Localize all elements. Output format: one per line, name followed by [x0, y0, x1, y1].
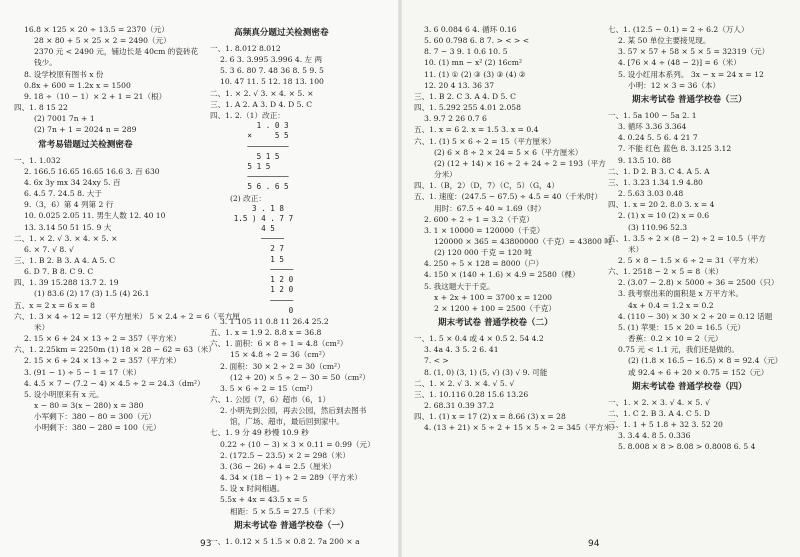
answer-line: 分米） [434, 170, 457, 180]
answer-line: 3. 4a 4. 3 5. 2 6. 41 [424, 345, 499, 355]
answer-line: (2) 7001 7n + 1 [34, 114, 95, 124]
answer-line: 15 × 4.8 ÷ 2 = 36（cm²） [230, 350, 330, 360]
vertical-multiplication: 1 . 0 3 × 5 5 ───────── 5 1 5 5 1 5 ───────── 5 6 . 6 5 [247, 121, 289, 192]
answer-line: 7. < > [424, 356, 449, 366]
answer-line: 三、1. A 2. A 3. D 4. D 5. C [210, 99, 313, 109]
answer-line: 3. 1 105 11 0.8 11 26.4 25.2 [220, 316, 329, 326]
answer-line: 3. 1 × 10000 = 120000（千克） [424, 225, 545, 235]
answer-line: 四、1. 39 15.288 13.7 2. 19 [14, 278, 119, 288]
answer-line: 一、1. 0.12 × 5 1.5 × 0.8 2. 7a 200 × a [210, 536, 360, 546]
answer-line: 4. 250 ÷ 5 × 128 = 8000（户） [424, 259, 544, 269]
answer-line: 一、1. × 2. × 3. √ 4. × 5. √ [608, 397, 710, 407]
answer-line: 3. 我考察出来的面积是 x 万平方米。 [618, 289, 744, 299]
section-heading: 常考易错题过关检测密卷 [38, 139, 133, 150]
answer-line: 四、1. 5.292 255 4.01 2.058 [414, 103, 521, 113]
answer-line: 钱少。 [34, 58, 57, 68]
column-4 [608, 24, 796, 452]
answer-line: 2. (172.5 − 23.5) × 2 = 298（米） [220, 450, 350, 460]
answer-line: 0.22 ÷ (10 − 3) × 3 × 0.11 = 0.99（元） [220, 439, 375, 449]
answer-line: 2. 68.31 0.39 37.2 [424, 401, 495, 410]
answer-line: 5. 3 6. 80 7. 48 36 8. 5 9. 5 [220, 66, 324, 76]
answer-line: 10. 0.025 2.05 11. 男生人数 12. 40 10 [24, 211, 166, 221]
answer-line: 5. (1) 苹果：15 × 20 = 16.5（元） [618, 322, 746, 332]
answer-line: 12. 20 4 13. 36 37 [424, 80, 495, 90]
answer-line: 4. 6x 3y mx 34 24xy 5. 百 [24, 177, 121, 187]
answer-line: (1) 83.6 (2) 17 (3) 1.5 (4) 26.1 [34, 289, 150, 299]
answer-line: 3. (36 − 26) ÷ 4 = 2.5（厘米） [220, 461, 336, 471]
answer-line: 一、1. 8.012 8.012 [210, 44, 281, 53]
answer-line: 3. 6 0.084 6 4. 循环 0.16 [424, 25, 517, 34]
answer-line: 6. D 7. B 8. C 9. C [24, 267, 94, 277]
page-number-right: 94 [588, 539, 600, 549]
answer-line: 小明：12 × 3 = 36（本） [628, 80, 721, 90]
answer-line: 米） [628, 244, 644, 254]
answer-line: 4. (110 − 30) × 30 × 2 ÷ 20 = 0.12 话题 [618, 311, 773, 321]
answer-line: 六、1. 面积：6 × 8 ÷ 1 ≈ 4.8（cm²） [210, 339, 348, 349]
section-heading: 期末考试卷 普通学校卷（三） [632, 94, 747, 105]
answer-line: 3. 3.4 4. 8 5. 0.336 [618, 431, 691, 441]
answer-line: 二、1. × 2. √ 3. × 4. × 5. × [210, 88, 314, 98]
answer-line: 4. 0.24 5. 5 6. 4 21 7 [618, 133, 698, 143]
answer-line: (2) 改正： [230, 193, 266, 203]
section-heading: 期末考试卷 普通学校卷（一） [234, 520, 349, 531]
answer-line: 4. [76 × 4 ÷ (48 − 2)] = 6（米） [618, 58, 741, 68]
answer-line: 2. 15 × 6 + 24 × 13 ÷ 2 = 357（平方米） [24, 356, 181, 366]
answer-line: 2. 6 3. 3.995 3.996 4. 左 两 [220, 55, 323, 65]
answer-line: 5. 设 x 时间相遇。 [220, 484, 285, 494]
answer-line: 五、1. 速度：(247.5 − 67.5) ÷ 4.5 = 40（千米/时） [414, 192, 603, 202]
answer-line: 0.75 元 < 1.1 元，我们还是做的。 [618, 345, 739, 355]
answer-line: 4. 4.5 × 7 − (7.2 − 4) × 4.5 ÷ 2 = 24.3（dm²） [24, 378, 205, 388]
answer-line: 2. (1) x = 10 (2) x = 0.6 [618, 211, 710, 221]
column-2 [210, 24, 396, 547]
answer-line: 10. 47 11. 5 12. 18 13. 100 [220, 77, 324, 87]
answer-line: 120000 × 365 = 43800000（千克）= 43800 吨 [434, 236, 612, 246]
answer-line: 三、1. B 2. B 3. A 4. A 5. C [14, 255, 116, 265]
answer-line: 5. 我这题大于千克。 [424, 281, 495, 291]
answer-line: 三、1. 3.23 1.34 1.9 4.80 [608, 177, 703, 187]
answer-line: 米） [34, 322, 50, 332]
answer-line: 三、1. B 2. C 3. A 4. D 5. C [414, 91, 516, 101]
answer-line: (2) (1.8 × 16.5 − 16.5) × 8 = 92.4（元） [628, 356, 783, 366]
answer-line: 二、1. C 2. B 3. A 4. C 5. D [608, 408, 710, 418]
answer-line: 馆，广场、超市，最后回到家中。 [230, 417, 344, 427]
answer-line: 四、1. (1) x = 17 (2) x = 8.66 (3) x = 28 [414, 412, 566, 422]
answer-line: 13. 3.14 50 51 15. 9 大 [24, 222, 112, 232]
answer-line: 香蕉：0.2 × 10 = 2（元） [628, 334, 723, 344]
answer-line: 5. 60 0.798 6. 8 7. > < > < [424, 36, 530, 46]
answer-line: 五、1. x = 6 2. x = 1.5 3. x = 0.4 [414, 125, 539, 135]
answer-line: 二、1. × 2. √ 3. × 4. × 5. × [14, 233, 118, 243]
answer-line: 2. 面积：30 × 2 ÷ 2 = 30（cm²） [220, 361, 345, 371]
answer-line: 六、1. 2518 − 2 × 5 = 8（米） [608, 267, 724, 277]
section-heading: 高频真分题过关检测密卷 [234, 28, 329, 38]
answer-line: 五、1. 3.5 ÷ 2 × (8 − 2) ÷ 2 = 10.5（平方 [608, 233, 766, 243]
answer-line: 4. (13 + 21) × 5 ÷ 2 + 15 × 5 ÷ 2 = 345（平方米） [424, 423, 619, 433]
answer-line: 2. (3.07 − 2.8) × 5000 ÷ 36 = 2500（只） [618, 278, 779, 288]
answer-line: (2) (12 + 14) × 16 ÷ 2 + 24 ÷ 2 = 193（平方 [434, 158, 606, 168]
answer-line: 3. (91 − 1) ÷ 5 − 1 = 17（米） [24, 367, 141, 377]
answer-line: 小明剩下：380 − 280 = 100（元） [34, 423, 161, 433]
answer-line: 2. 5.63 3.03 0.48 [618, 189, 684, 199]
answer-line: 2 × 1200 + 100 = 2500（千克） [434, 303, 556, 313]
answer-line: 五、x = 2 x = 6 x = 8 [14, 300, 95, 310]
answer-line: 3. 9.7 2 26 0.7 6 [424, 114, 487, 124]
answer-line: 5. 8.008 × 8 > 8.08 > 0.8008 6. 5 4 [618, 442, 756, 452]
answer-line: 一、1. 5a 100 − 5a 2. 1 [608, 110, 697, 120]
answer-line: 五、1. x = 1.9 2. 8.8 x = 36.8 [210, 328, 322, 338]
answer-line: 28 × 80 + 5 × 25 × 2 = 2490（元） [34, 36, 171, 46]
answer-line: 二、1. D 2. B 3. C 4. A 5. A [608, 166, 710, 176]
answer-line: 2. 小明先到公园，再去公园，然后到去图书 [220, 406, 367, 416]
answer-line: 2. 某 50 单位主要接见现。 [618, 36, 711, 46]
answer-line: 三、1. 1 + 5 1.8 + 32 3. 52 20 [608, 420, 723, 429]
answer-line: 一、1. 1.032 [14, 155, 61, 165]
answer-line: 相距：5 × 5.5 = 27.5（千米） [230, 506, 340, 516]
answer-line: (2) 6 × 8 ÷ 2 × 24 = 5 × 6（平方厘米） [434, 147, 583, 157]
answer-line: 8. 设学校原有图书 x 份 [24, 69, 104, 79]
answer-line: 2. 15 × 6 + 24 × 13 ÷ 2 = 357（平方米） [24, 334, 181, 344]
answer-line: x − 80 = 3(x − 280) x = 380 [34, 401, 144, 410]
book-gutter [398, 0, 402, 557]
answer-line: 四、1.（B，2）（D，7）（C，5）（G，4） [414, 181, 560, 191]
column-3 [414, 24, 619, 433]
answer-line: 4. 150 × (140 + 1.6) × 4.9 = 2580（棵） [424, 270, 580, 280]
answer-line: (12 + 20) × 5 ÷ 2 − 30 = 50（cm²） [230, 372, 370, 382]
answer-line: 6. 4.5 7. 24.5 8. 大于 [24, 189, 102, 199]
answer-line: 用时：67.5 ÷ 40 ≈ 1.69（时） [434, 203, 546, 213]
answer-line: 9. 13.5 10. 88 [618, 155, 672, 165]
answer-line: 一、1. 5 × 0.4 或 4 × 0.5 2. 54 4.2 [414, 334, 544, 344]
answer-line: 11. (1) ① (2) ③ (3) ③ (4) ② [424, 69, 526, 79]
answer-line: 3. 循环 3.36 3.364 [618, 122, 687, 132]
answer-line: 16.8 × 125 × 20 ÷ 13.5 = 2370（元） [24, 25, 169, 34]
answer-line: 四、1. 2.（1）改正： [210, 110, 285, 120]
answer-line: 7. 不能 红色 蓝色 8. 3.125 3.12 [618, 144, 732, 154]
answer-line: 六、1. 公园（7，6）超市（6，1） [210, 395, 331, 404]
answer-line: 8. (1, 0) (3, 1) (5, √) (3) √ 9. 可能 [424, 367, 548, 377]
answer-line: 6. × 7. √ 8. √ [24, 244, 74, 254]
answer-line: 七、1. (12.5 − 0.1) = 2 ÷ 6.2（万人） [608, 25, 749, 34]
answer-line: 0.8x + 600 = 1.2x x = 1500 [24, 80, 131, 90]
long-division: 3 . 1 8 1.5 ) 4 . 7 7 4 5 ───── 2 7 1 5 ───── 1 2 0 1 2 0 ───── 0 [233, 203, 294, 315]
answer-line: 小军剩下：380 − 80 = 300（元） [34, 412, 156, 422]
column-1 [14, 24, 240, 433]
answer-line: 4x + 0.4 = 1.2 x = 0.2 [628, 300, 714, 310]
answer-line: 2. 5 × 8 − 1.5 × 6 ÷ 2 = 31（平方米） [618, 255, 763, 265]
answer-line: 四、1. 8 15 22 [14, 103, 68, 113]
answer-line: 9.（3，6）第 4 列第 2 行 [24, 200, 114, 210]
answer-line: (3) 110.96 52.3 [628, 222, 688, 232]
answer-line: 2370 元 < 2490 元，铺边长是 40cm 的瓷砖花 [34, 47, 199, 57]
answer-line: 5. 设小红用本系列。 3x − x = 24 x = 12 [618, 69, 764, 79]
answer-line: x + 2x + 100 = 3700 x = 1200 [434, 292, 552, 302]
section-heading: 期末考试卷 普通学校卷（四） [632, 381, 747, 392]
answer-line: (2) 7n + 1 = 2024 n = 289 [34, 125, 137, 135]
answer-line: 3. 57 × 57 + 58 × 5 × 5 = 32319（元） [618, 47, 770, 57]
answer-line: 9. 18 ÷（10 − 1）× 2 + 1 = 21（根） [24, 91, 167, 101]
answer-line: 七、1. 9 分 49 秒慢 10.9 秒 [210, 428, 309, 438]
answer-line: 4. 34 × (18 − 1) ÷ 2 = 289（平方米） [220, 473, 362, 483]
answer-line: 3. 5 × 6 ÷ 2 = 15（cm²） [220, 383, 318, 393]
answer-line: 六、1. (1) 5 × 6 ÷ 2 = 15（平方厘米） [414, 136, 556, 146]
answer-line: 二、1. × 2. √ 3. × 4. √ 5. √ [414, 378, 515, 388]
answer-line: 10. (1) mn − x² (2) 16cm² [424, 58, 523, 68]
answer-line: 四、1. x = 20 2. 8.0 3. x = 4 [608, 200, 715, 210]
answer-line: 8. 7 − 3 9. 1 0.6 10. 5 [424, 47, 508, 57]
answer-line: 或 92.4 ÷ 6 + 20 × 0.75 = 152（元） [628, 367, 769, 377]
answer-line: 六、1. 3 × 4 ÷ 12 = 12（平方厘米） 5 × 2.4 ÷ 2 = 6（平方厘 [14, 311, 240, 321]
answer-line: 2. 166.5 16.65 16.65 16.6 3. 百 630 [24, 166, 160, 176]
section-heading: 期末考试卷 普通学校卷（二） [438, 318, 553, 329]
answer-line: 2. 600 ÷ 2 ÷ 1 = 3.2（千克） [424, 214, 534, 224]
answer-line: 5. 设小明原来有 x 元。 [24, 389, 104, 399]
page-number-left: 93 [200, 539, 212, 549]
answer-line: (2) 120 000 千克 = 120 吨 [434, 248, 532, 258]
answer-line: 三、1. 10.116 0.28 15.6 13.26 [414, 389, 529, 399]
answer-line: 六、1. 2.25km = 2250m (1) 18 × 28 − 62 = 63（米） [14, 345, 216, 355]
answer-line: 5.5x + 4x = 43.5 x = 5 [220, 495, 308, 505]
